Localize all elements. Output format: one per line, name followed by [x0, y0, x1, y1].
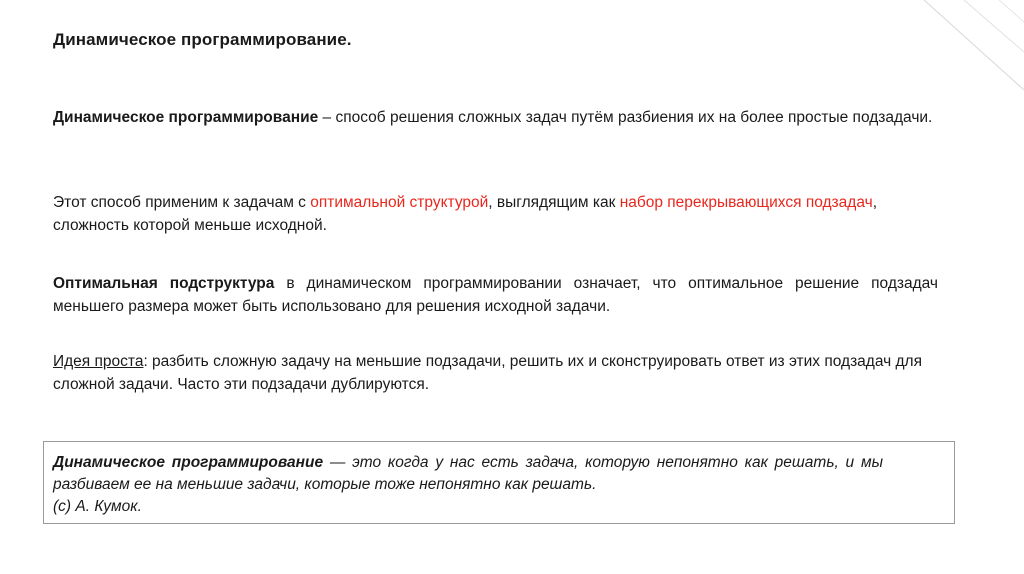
applicability-text-3: , сложность которой меньше исходной. [53, 194, 877, 234]
idea-text: : разбить сложную задачу на меньшие подзадачи, решить их и сконструировать ответ из этих подзадач для сложной задачи. Часто эти подзадачи дублируются. [53, 353, 922, 393]
quote-body: — это когда у нас есть задача, которую непонятно как решать, и мы разбиваем ее на меньшие задачи, которые тоже непонятно как решать. [53, 454, 883, 493]
optimal-substructure-text: в динамическом программировании означает, что оптимальное решение подзадач меньшего размера может быть использовано для решения исходной задачи. [53, 275, 938, 315]
applicability-paragraph [53, 191, 948, 237]
definition-term: Динамическое программирование [53, 109, 319, 126]
quote-term: Динамическое программирование [53, 454, 324, 471]
idea-term: Идея проста [53, 353, 144, 370]
definition-text: – способ решения сложных задач путём разбиения их на более простые подзадачи. [318, 109, 933, 126]
optimal-substructure-paragraph [53, 272, 938, 318]
optimal-substructure-term: Оптимальная подструктура [53, 275, 275, 292]
slide-title: Динамическое программирование. [53, 30, 352, 49]
optimal-structure-highlight: оптимальной структурой [310, 194, 489, 211]
overlapping-subproblems-highlight: набор перекрывающихся подзадач [619, 194, 873, 211]
definition-paragraph [53, 106, 948, 129]
quote-author: (с) А. Кумок. [53, 498, 142, 515]
applicability-text-2: , выглядящим как [488, 194, 620, 211]
corner-decoration [904, 0, 1024, 100]
quote-text [53, 452, 883, 518]
idea-paragraph [53, 350, 948, 396]
applicability-text-1: Этот способ применим к задачам с [53, 194, 311, 211]
